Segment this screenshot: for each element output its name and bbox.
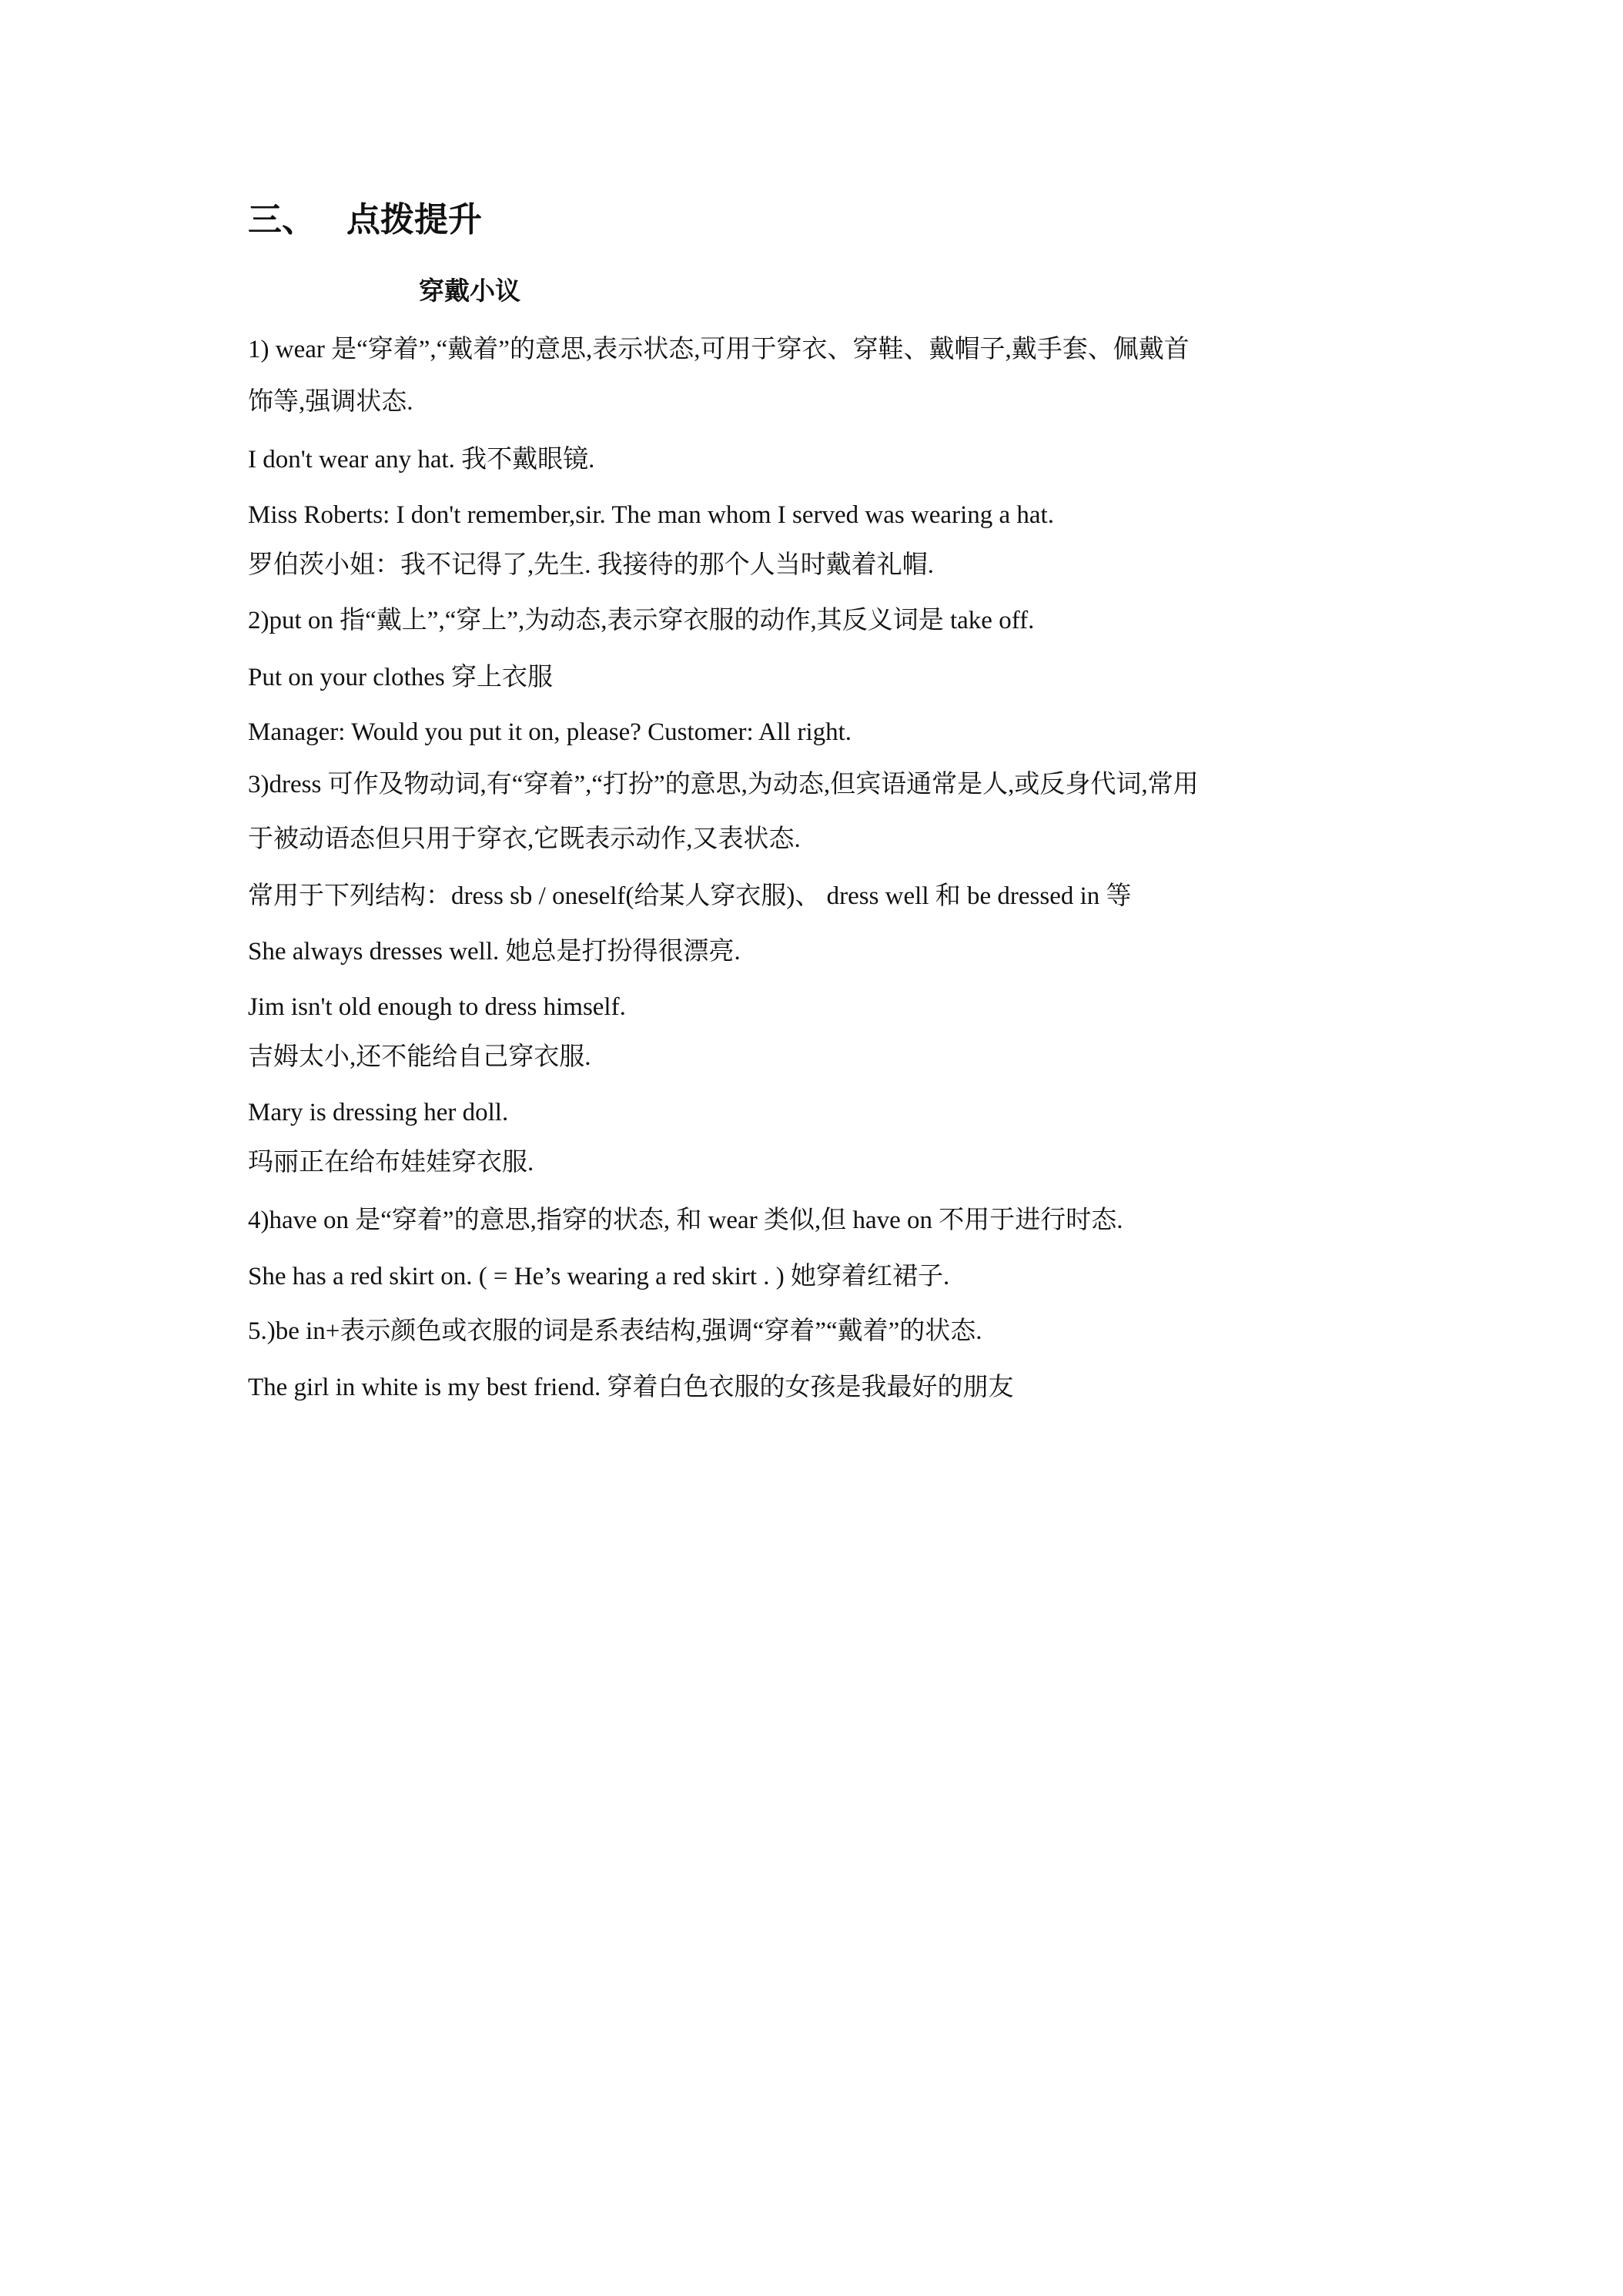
body-line-20: The girl in white is my best friend. 穿着白色衣服的女孩是我最好的朋友 [248, 1374, 1014, 1401]
body-line-6: 2)put on 指“戴上”,“穿上”,为动态,表示穿衣服的动作,其反义词是 take off. [248, 607, 1035, 634]
body-line-10: 于被动语态但只用于穿衣,它既表示动作,又表状态. [248, 825, 801, 853]
body-line-16: 玛丽正在给布娃娃穿衣服. [248, 1149, 534, 1176]
subheading: 穿戴小议 [419, 276, 520, 306]
body-line-3: I don't wear any hat. 我不戴眼镜. [248, 446, 595, 474]
body-line-11: 常用于下列结构：dress sb / oneself(给某人穿衣服)、 dress well 和 be dressed in 等 [248, 882, 1132, 910]
body-line-8: Manager: Would you put it on, please? Customer: All right. [248, 718, 852, 746]
body-line-9: 3)dress 可作及物动词,有“穿着”,“打扮”的意思,为动态,但宾语通常是人,或反身代词,常用 [248, 771, 1199, 798]
body-line-5: 罗伯茨小姐：我不记得了,先生. 我接待的那个人当时戴着礼帽. [248, 551, 934, 579]
section-number: 三、 [248, 200, 316, 239]
body-line-17: 4)have on 是“穿着”的意思,指穿的状态, 和 wear 类似,但 have on 不用于进行时态. [248, 1207, 1123, 1234]
section-title: 点拨提升 [346, 200, 482, 239]
body-line-7: Put on your clothes 穿上衣服 [248, 664, 553, 691]
section-heading [248, 197, 482, 243]
body-line-13: Jim isn't old enough to dress himself. [248, 993, 626, 1021]
body-line-18: She has a red skirt on. ( = He’s wearing a red skirt . ) 她穿着红裙子. [248, 1263, 950, 1290]
body-line-14: 吉姆太小,还不能给自己穿衣服. [248, 1043, 591, 1071]
body-line-2: 饰等,强调状态. [248, 388, 413, 416]
body-line-15: Mary is dressing her doll. [248, 1099, 509, 1126]
body-line-4: Miss Roberts: I don't remember,sir. The man whom I served was wearing a hat. [248, 501, 1054, 529]
body-line-1: 1) wear 是“穿着”,“戴着”的意思,表示状态,可用于穿衣、穿鞋、戴帽子,戴手套、佩戴首 [248, 336, 1190, 363]
body-line-19: 5.)be in+表示颜色或衣服的词是系表结构,强调“穿着”“戴着”的状态. [248, 1317, 982, 1345]
body-line-12: She always dresses well. 她总是打扮得很漂亮. [248, 938, 741, 966]
